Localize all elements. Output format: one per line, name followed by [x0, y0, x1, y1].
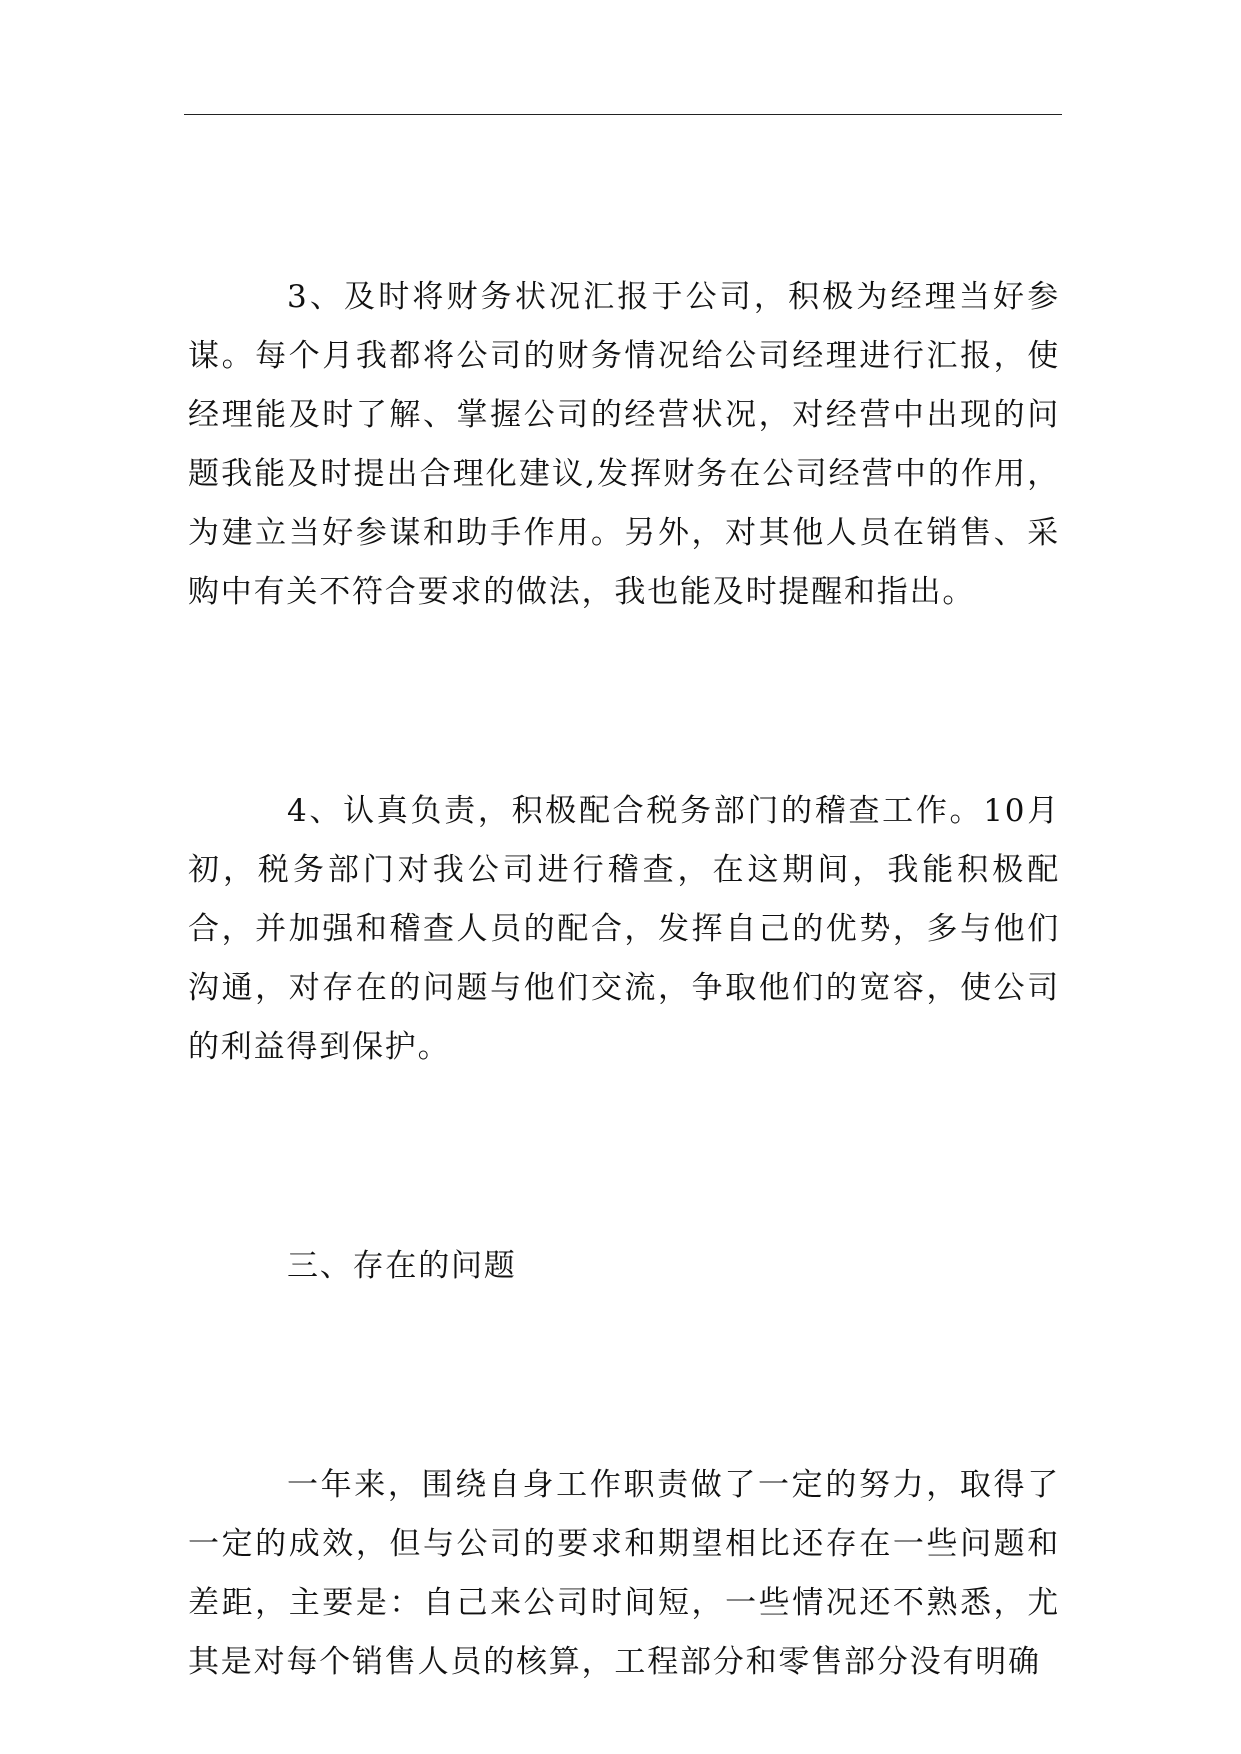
paragraph-item-3: 3、及时将财务状况汇报于公司，积极为经理当好参谋。每个月我都将公司的财务情况给公司经理进行汇报，使经理能及时了解、掌握公司的经营状况，对经营中出现的问题我能及时提出合理化建议,发挥财务在公司经营中的作用，为建立当好参谋和助手作用。另外，对其他人员在销售、采购中有关不符合要求的做法，我也能及时提醒和指出。 [188, 279, 1060, 610]
paragraph-spacer [188, 1296, 1060, 1456]
section-heading-problems: 三、存在的问题 [287, 1248, 517, 1284]
paragraph-spacer [188, 622, 1060, 782]
header-rule [184, 114, 1062, 115]
document-body [188, 268, 1060, 1692]
paragraph-spacer [188, 1077, 1060, 1237]
paragraph-item-4: 4、认真负责，积极配合税务部门的稽查工作。10月初，税务部门对我公司进行稽查，在这期间，我能积极配合，并加强和稽查人员的配合，发挥自己的优势，多与他们沟通，对存在的问题与他们交流，争取他们的宽容，使公司的利益得到保护。 [188, 793, 1060, 1065]
paragraph-problems-summary: 一年来，围绕自身工作职责做了一定的努力，取得了一定的成效，但与公司的要求和期望相比还存在一些问题和差距，主要是：自己来公司时间短，一些情况还不熟悉，尤其是对每个销售人员的核算，工程部分和零售部分没有明确 [188, 1467, 1060, 1680]
